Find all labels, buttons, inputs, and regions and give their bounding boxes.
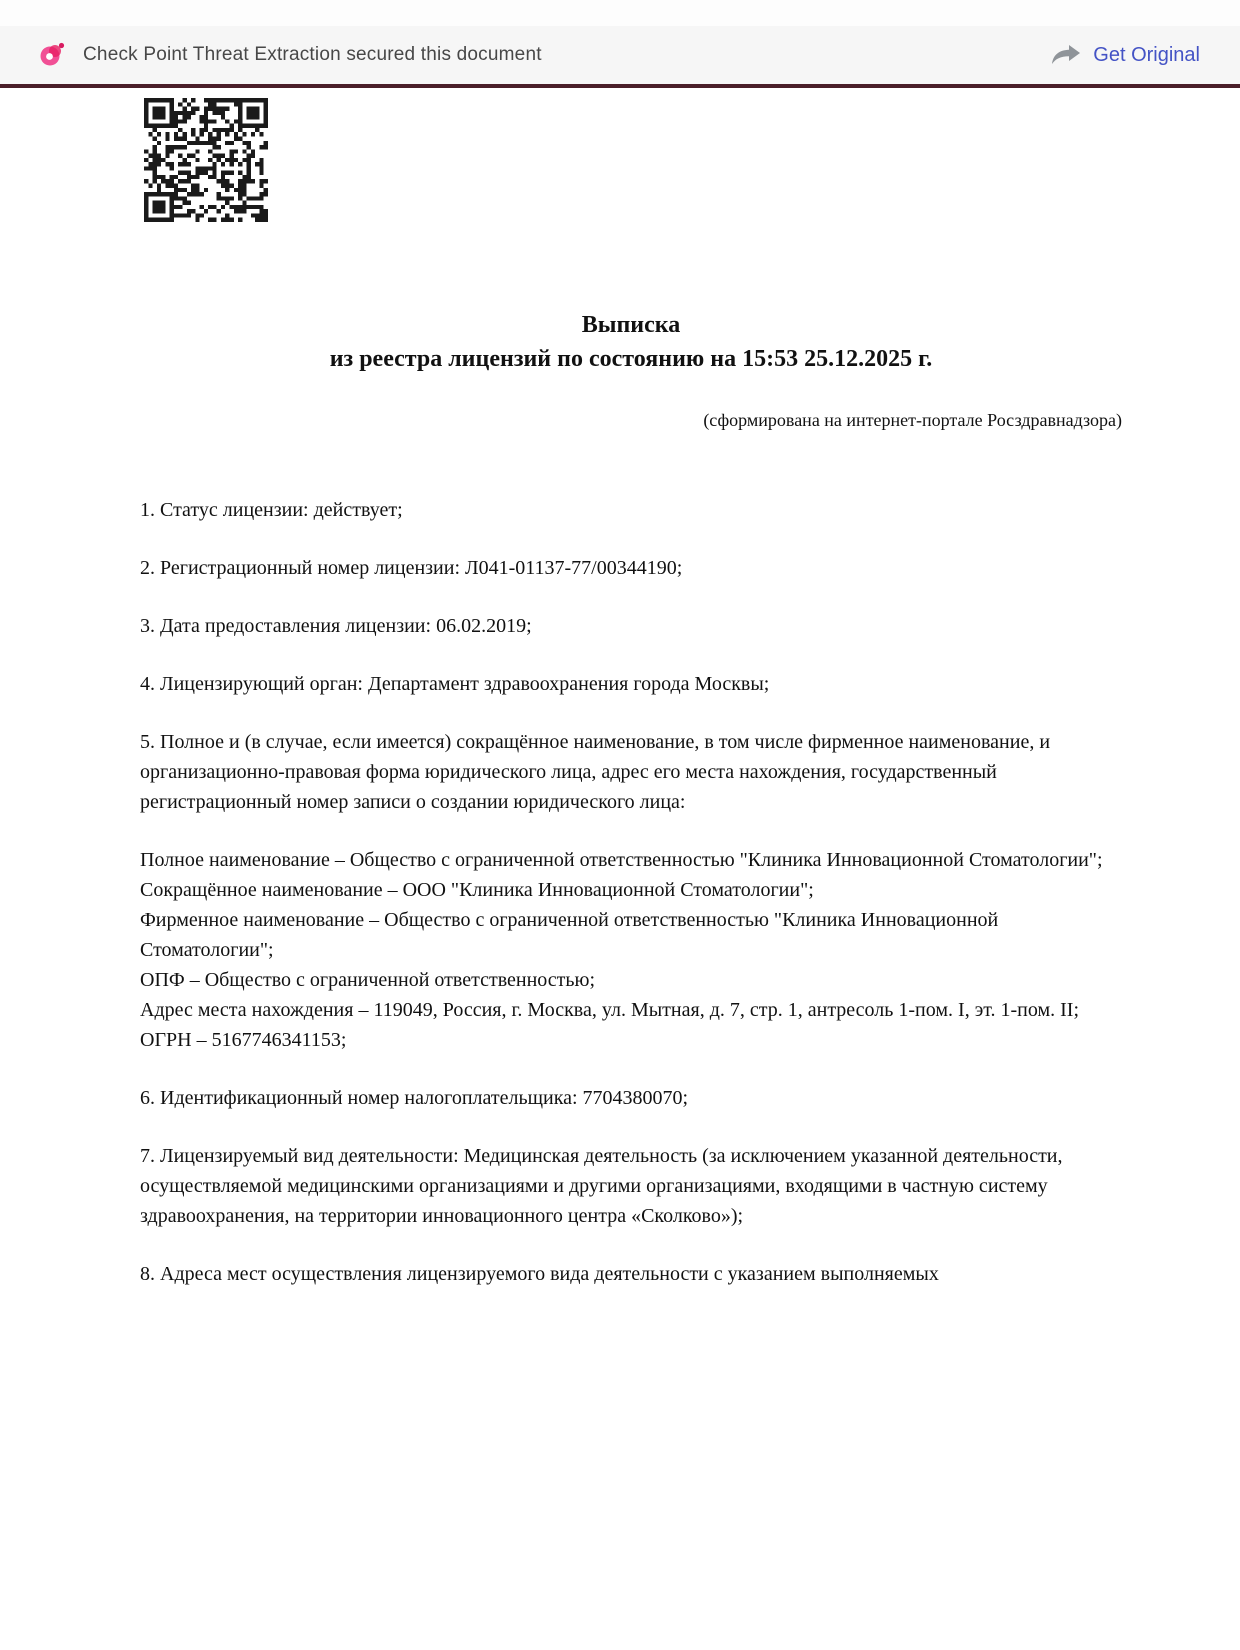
banner-message: Check Point Threat Extraction secured this document	[83, 44, 542, 65]
paragraph-6: 6. Идентификационный номер налогоплательщика: 7704380070;	[140, 1087, 689, 1109]
paragraph-5: 5. Полное и (в случае, если имеется) сокращённое наименование, в том числе фирменное наименование, и организационно-правовая форма юридического лица, адрес его места нахождения, государственный регистрационный номер записи о создании юридического лица:	[140, 731, 1051, 813]
document-page	[0, 98, 1240, 1289]
paragraph-8: 8. Адреса мест осуществления лицензируемого вида деятельности с указанием выполняемых	[140, 1263, 939, 1285]
paragraph-3: 3. Дата предоставления лицензии: 06.02.2019;	[140, 615, 532, 637]
paragraph-1: 1. Статус лицензии: действует;	[140, 499, 403, 521]
top-margin	[0, 0, 1240, 26]
document-body	[140, 495, 1122, 1289]
banner-left	[38, 41, 542, 69]
check-point-logo-icon	[38, 41, 66, 69]
get-original-link[interactable]: Get Original	[1093, 43, 1200, 66]
title-line-1: Выписка	[581, 312, 681, 338]
document-subtitle: (сформирована на интернет-портале Росздравнадзора)	[703, 410, 1122, 430]
name-block-line-address: Адрес места нахождения – 119049, Россия, г. Москва, ул. Мытная, д. 7, стр. 1, антресоль 1-пом. I, эт. 1-пом. II;	[140, 999, 1080, 1021]
title-line-2: из реестра лицензий по состоянию на 15:53 25.12.2025 г.	[329, 346, 933, 372]
document-title	[140, 308, 1122, 376]
paragraph-7: 7. Лицензируемый вид деятельности: Медицинская деятельность (за исключением указанной деятельности, осуществляемой медицинскими организациями и другими организациями, входящими в частную систему здравоохранения, на территории инновационного центра «Сколково»);	[140, 1145, 1063, 1227]
name-block-line-opf: ОПФ – Общество с ограниченной ответственностью;	[140, 969, 596, 991]
paragraph-2: 2. Регистрационный номер лицензии: Л041-01137-77/00344190;	[140, 557, 683, 579]
name-block-line-short-name: Сокращённое наименование – ООО "Клиника Инновационной Стоматологии";	[140, 879, 814, 901]
name-block-line-brand-name: Фирменное наименование – Общество с ограниченной ответственностью "Клиника Инновационной Стоматологии";	[140, 909, 999, 961]
name-block-line-full-name: Полное наименование – Общество с ограниченной ответственностью "Клиника Инновационной Стоматологии";	[140, 849, 1103, 871]
threat-extraction-banner	[0, 26, 1240, 88]
qr-code	[144, 98, 268, 222]
banner-right	[1050, 43, 1200, 67]
organization-name-block	[140, 845, 1122, 1055]
name-block-line-ogrn: ОГРН – 5167746341153;	[140, 1029, 347, 1051]
paragraph-4: 4. Лицензирующий орган: Департамент здравоохранения города Москвы;	[140, 673, 770, 695]
share-arrow-icon	[1050, 43, 1082, 67]
